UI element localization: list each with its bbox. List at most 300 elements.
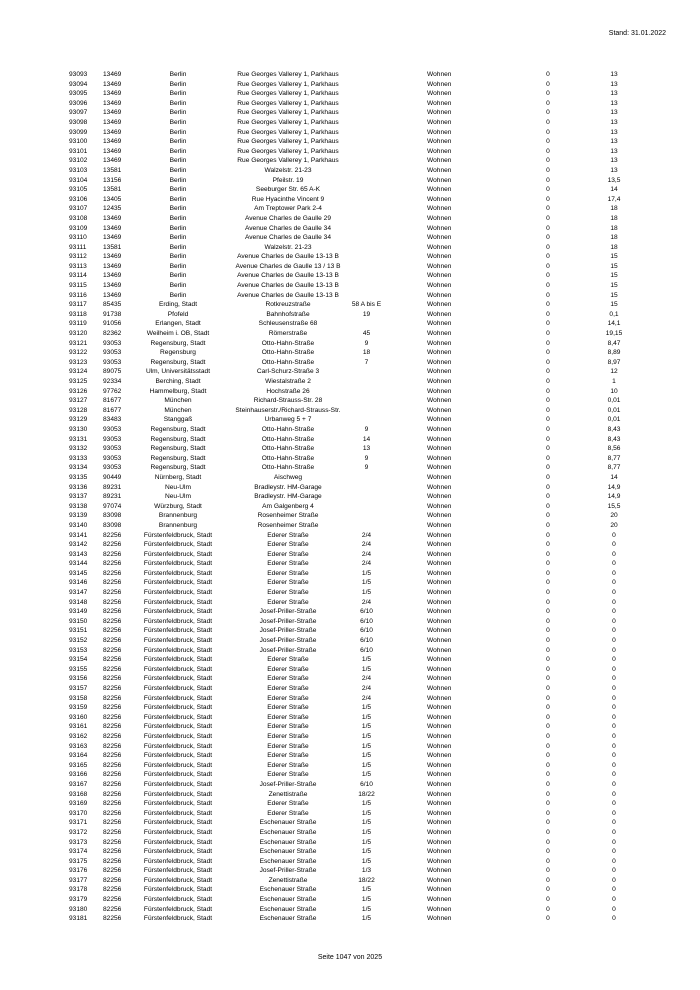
street: Bradleystr. HM-Garage [254,483,322,491]
usage-type: Wohnen [427,732,452,740]
city: Brannenburg [158,512,198,520]
city: Fürstenfeldbruck, Stadt [143,531,213,539]
amount-value: 15 [610,291,618,299]
amount-value: 18 [610,224,618,232]
postal-code: 82256 [103,541,122,549]
city: Fürstenfeldbruck, Stadt [143,694,213,702]
count-value: 0 [546,646,550,654]
usage-type: Wohnen [427,291,452,299]
date-stamp: Stand: 31.01.2022 [608,30,666,37]
usage-type: Wohnen [427,320,452,328]
street: Otto-Hahn-Straße [261,349,315,357]
postal-code: 82256 [103,589,122,597]
city: Regensburg, Stadt [150,445,206,453]
street: Avenue Charles de Gaulle 13-13 B [237,253,339,261]
street: Ederer Straße [267,761,309,769]
city: Pfofeld [167,310,189,318]
postal-code: 82256 [103,742,122,750]
street: Rue Hyacinthe Vincent 9 [251,195,325,203]
table-row [0,559,700,569]
count-value: 0 [546,742,550,750]
amount-value: 13 [610,71,618,78]
house-number: 1/3 [361,867,372,875]
usage-type: Wohnen [427,560,452,568]
usage-type: Wohnen [427,521,452,529]
table-row [0,809,700,819]
street: Schleusenstraße 68 [258,320,318,328]
usage-type: Wohnen [427,378,452,385]
count-value: 0 [546,848,550,856]
table-row [0,578,700,588]
table-row [0,319,700,329]
table-row [0,291,700,301]
usage-type: Wohnen [427,138,452,146]
count-value: 0 [546,502,550,510]
postal-code: 82256 [103,848,122,856]
row-id: 93172 [69,828,88,836]
usage-type: Wohnen [427,704,452,712]
house-number: 6/10 [360,627,373,635]
city: München [164,406,192,414]
row-id: 93125 [69,378,88,385]
house-number: 2/4 [361,685,372,692]
house-number: 9 [364,425,369,433]
table-row [0,329,700,339]
row-id: 93177 [69,876,88,884]
row-id: 93180 [69,905,88,913]
city: Neu-Ulm [164,483,192,491]
table-row [0,713,700,723]
table-row [0,358,700,368]
count-value: 0 [546,157,550,165]
table-row [0,435,700,445]
street: Josef-Priller-Straße [259,617,317,625]
count-value: 0 [546,790,550,798]
row-id: 93152 [69,637,88,645]
house-number: 1/5 [361,800,372,808]
amount-value: 0 [612,569,616,577]
postal-code: 82256 [103,838,122,846]
usage-type: Wohnen [427,425,452,433]
postal-code: 82362 [103,330,122,338]
count-value: 0 [546,291,550,299]
table-row [0,876,700,886]
table-row [0,387,700,397]
count-value: 0 [546,685,550,692]
count-value: 0 [546,704,550,712]
street: Ederer Straße [267,589,309,597]
house-number: 7 [364,358,369,366]
postal-code: 82256 [103,867,122,875]
usage-type: Wohnen [427,358,452,366]
street: Avenue Charles de Gaulle 34 [244,234,332,242]
table-row [0,396,700,406]
house-number: 45 [362,330,371,338]
count-value: 0 [546,387,550,395]
count-value: 0 [546,752,550,760]
table-row [0,521,700,531]
table-row [0,224,700,234]
table-row [0,866,700,876]
house-number: 1/5 [361,848,372,856]
usage-type: Wohnen [427,876,452,884]
amount-value: 0 [612,742,616,750]
postal-code: 93053 [103,464,122,472]
postal-code: 82256 [103,675,122,683]
street: Josef-Priller-Straße [259,637,317,645]
table-row [0,214,700,224]
usage-type: Wohnen [427,195,452,203]
row-id: 93109 [69,224,88,232]
postal-code: 93053 [103,425,122,433]
table-row [0,454,700,464]
postal-code: 13469 [103,138,122,146]
street: Eschenauer Straße [259,857,317,865]
table-row [0,751,700,761]
amount-value: 12 [610,368,618,376]
street: Ederer Straße [267,771,309,779]
row-id: 93127 [69,397,88,405]
city: Fürstenfeldbruck, Stadt [143,627,213,635]
street: Rue Georges Vallerey 1, Parkhaus [237,147,339,155]
city: Fürstenfeldbruck, Stadt [143,569,213,577]
street: Ederer Straße [267,723,309,731]
amount-value: 0 [612,828,616,836]
table-row [0,425,700,435]
street: Wiestalstraße 2 [265,378,311,385]
row-id: 93171 [69,819,88,827]
city: Fürstenfeldbruck, Stadt [143,598,213,606]
house-number: 1/5 [361,732,372,740]
data-table [0,70,700,924]
count-value: 0 [546,186,550,194]
row-id: 93149 [69,608,88,616]
table-row [0,742,700,752]
row-id: 93105 [69,186,88,194]
row-id: 93169 [69,800,88,808]
street: Eschenauer Straße [259,828,317,836]
table-row [0,684,700,694]
usage-type: Wohnen [427,214,452,222]
count-value: 0 [546,224,550,232]
usage-type: Wohnen [427,157,452,165]
postal-code: 13469 [103,80,122,88]
city: Erlangen, Stadt [155,320,201,328]
count-value: 0 [546,147,550,155]
count-value: 0 [546,819,550,827]
street: Ederer Straße [267,713,309,721]
table-row [0,185,700,195]
amount-value: 0 [612,886,616,894]
usage-type: Wohnen [427,838,452,846]
amount-value: 0 [612,665,616,673]
amount-value: 0 [612,637,616,645]
street: Ederer Straße [267,675,309,683]
row-id: 93113 [69,262,87,270]
amount-value: 0 [612,550,616,558]
amount-value: 13 [610,80,618,88]
count-value: 0 [546,493,550,501]
city: Fürstenfeldbruck, Stadt [143,771,213,779]
house-number: 9 [364,454,369,462]
postal-code: 13469 [103,272,122,280]
usage-type: Wohnen [427,713,452,721]
postal-code: 12435 [103,205,122,213]
postal-code: 82256 [103,656,122,664]
street: Bradleystr. HM-Garage [254,493,322,501]
street: Ederer Straße [267,694,309,702]
city: Berlin [169,71,187,78]
count-value: 0 [546,195,550,203]
table-row [0,885,700,895]
count-value: 0 [546,665,550,673]
street: Eschenauer Straße [259,838,317,846]
postal-code: 82256 [103,800,122,808]
house-number: 1/5 [361,915,372,923]
city: Stanggaß [163,416,193,424]
house-number: 1/5 [361,742,372,750]
amount-value: 0 [612,646,616,654]
usage-type: Wohnen [427,857,452,865]
house-number: 6/10 [360,617,373,625]
house-number: 6/10 [360,780,373,788]
usage-type: Wohnen [427,349,452,357]
city: Berlin [169,243,187,251]
amount-value: 0 [612,560,616,568]
usage-type: Wohnen [427,800,452,808]
house-number: 18/22 [358,790,375,798]
row-id: 93148 [69,598,88,606]
row-id: 93107 [69,205,88,213]
row-id: 93128 [69,406,88,414]
amount-value: 20 [610,521,618,529]
city: Fürstenfeldbruck, Stadt [143,713,213,721]
table-row [0,281,700,291]
count-value: 0 [546,627,550,635]
amount-value: 0 [612,598,616,606]
street: Eschenauer Straße [259,848,317,856]
count-value: 0 [546,214,550,222]
usage-type: Wohnen [427,780,452,788]
house-number: 1/5 [361,771,372,779]
count-value: 0 [546,253,550,261]
city: Fürstenfeldbruck, Stadt [143,857,213,865]
count-value: 0 [546,378,550,385]
street: Rue Georges Vallerey 1, Parkhaus [237,128,339,136]
table-row [0,89,700,99]
street: Josef-Priller-Straße [259,867,317,875]
table-row [0,473,700,483]
count-value: 0 [546,876,550,884]
count-value: 0 [546,368,550,376]
house-number: 1/5 [361,905,372,913]
postal-code: 82256 [103,617,122,625]
usage-type: Wohnen [427,685,452,692]
count-value: 0 [546,857,550,865]
row-id: 93129 [69,416,88,424]
table-row [0,463,700,473]
count-value: 0 [546,425,550,433]
amount-value: 0 [612,780,616,788]
usage-type: Wohnen [427,416,452,424]
amount-value: 0,01 [607,406,621,414]
amount-value: 0 [612,579,616,587]
street: Otto-Hahn-Straße [261,339,315,347]
amount-value: 0 [612,771,616,779]
row-id: 93104 [69,176,88,184]
street: Avenue Charles de Gaulle 13-13 B [237,291,339,299]
amount-value: 0,1 [609,310,619,318]
count-value: 0 [546,128,550,136]
usage-type: Wohnen [427,473,452,481]
table-row [0,694,700,704]
house-number: 2/4 [361,560,372,568]
table-row [0,271,700,281]
amount-value: 0 [612,685,616,692]
table-row [0,80,700,90]
count-value: 0 [546,617,550,625]
postal-code: 82256 [103,771,122,779]
table-row [0,674,700,684]
row-id: 93164 [69,752,88,760]
row-id: 93178 [69,886,88,894]
amount-value: 13 [610,147,618,155]
table-row [0,540,700,550]
city: Berlin [169,147,187,155]
row-id: 93119 [69,320,87,328]
street: Rue Georges Vallerey 1, Parkhaus [237,138,339,146]
usage-type: Wohnen [427,397,452,405]
count-value: 0 [546,589,550,597]
house-number: 1/5 [361,886,372,894]
page-number: Seite 1047 von 2025 [317,954,383,961]
postal-code: 82256 [103,732,122,740]
row-id: 93120 [69,330,88,338]
row-id: 93101 [69,147,88,155]
row-id: 93115 [69,282,87,290]
house-number: 2/4 [361,694,372,702]
street: Ederer Straße [267,579,309,587]
row-id: 93176 [69,867,88,875]
amount-value: 8,56 [607,445,621,453]
row-id: 93103 [69,166,88,174]
amount-value: 15 [610,253,618,261]
postal-code: 83098 [103,521,122,529]
table-row [0,195,700,205]
city: Berlin [169,166,187,174]
table-row [0,607,700,617]
amount-value: 13 [610,138,618,146]
postal-code: 82256 [103,828,122,836]
city: Berlin [169,291,187,299]
row-id: 93132 [69,445,88,453]
city: Regensburg, Stadt [150,358,206,366]
usage-type: Wohnen [427,550,452,558]
count-value: 0 [546,694,550,702]
usage-type: Wohnen [427,694,452,702]
city: Regensburg, Stadt [150,425,206,433]
postal-code: 13469 [103,291,122,299]
amount-value: 1 [612,378,616,385]
count-value: 0 [546,435,550,443]
amount-value: 15 [610,272,618,280]
amount-value: 8,89 [607,349,621,357]
amount-value: 13 [610,99,618,107]
house-number: 1/5 [361,656,372,664]
count-value: 0 [546,464,550,472]
row-id: 93123 [69,358,88,366]
postal-code: 82256 [103,723,122,731]
usage-type: Wohnen [427,454,452,462]
postal-code: 81677 [103,397,122,405]
count-value: 0 [546,99,550,107]
row-id: 93096 [69,99,88,107]
amount-value: 14,1 [607,320,621,328]
city: Berlin [169,90,187,98]
table-row [0,502,700,512]
row-id: 93146 [69,579,88,587]
row-id: 93097 [69,109,88,117]
city: Fürstenfeldbruck, Stadt [143,761,213,769]
street: Avenue Charles de Gaulle 13 / 13 B [235,262,341,270]
house-number: 2/4 [361,598,372,606]
amount-value: 8,77 [607,464,621,472]
postal-code: 82256 [103,780,122,788]
city: Fürstenfeldbruck, Stadt [143,656,213,664]
usage-type: Wohnen [427,71,452,78]
count-value: 0 [546,598,550,606]
amount-value: 17,4 [607,195,621,203]
count-value: 0 [546,656,550,664]
usage-type: Wohnen [427,637,452,645]
house-number: 1/5 [361,713,372,721]
amount-value: 0 [612,848,616,856]
city: Würzburg, Stadt [154,502,202,510]
postal-code: 93053 [103,454,122,462]
row-id: 93160 [69,713,88,721]
city: Fürstenfeldbruck, Stadt [143,675,213,683]
count-value: 0 [546,675,550,683]
table-row [0,646,700,656]
usage-type: Wohnen [427,80,452,88]
row-id: 93147 [69,589,88,597]
city: Fürstenfeldbruck, Stadt [143,550,213,558]
postal-code: 89231 [103,483,122,491]
street: Otto-Hahn-Straße [261,358,315,366]
street: Urbanweg 5 + 7 [264,416,312,424]
row-id: 93163 [69,742,88,750]
street: Rosenheimer Straße [257,521,319,529]
count-value: 0 [546,896,550,904]
amount-value: 0 [612,809,616,817]
table-row [0,166,700,176]
street: Otto-Hahn-Straße [261,454,315,462]
city: Regensburg, Stadt [150,464,206,472]
house-number: 2/4 [361,531,372,539]
table-row [0,799,700,809]
table-row [0,569,700,579]
usage-type: Wohnen [427,435,452,443]
city: Berlin [169,80,187,88]
row-id: 93155 [69,665,88,673]
amount-value: 8,43 [607,425,621,433]
table-row [0,444,700,454]
row-id: 93136 [69,483,88,491]
street: Avenue Charles de Gaulle 13-13 B [237,282,339,290]
row-id: 93118 [69,310,87,318]
amount-value: 0,01 [607,397,621,405]
city: Fürstenfeldbruck, Stadt [143,742,213,750]
